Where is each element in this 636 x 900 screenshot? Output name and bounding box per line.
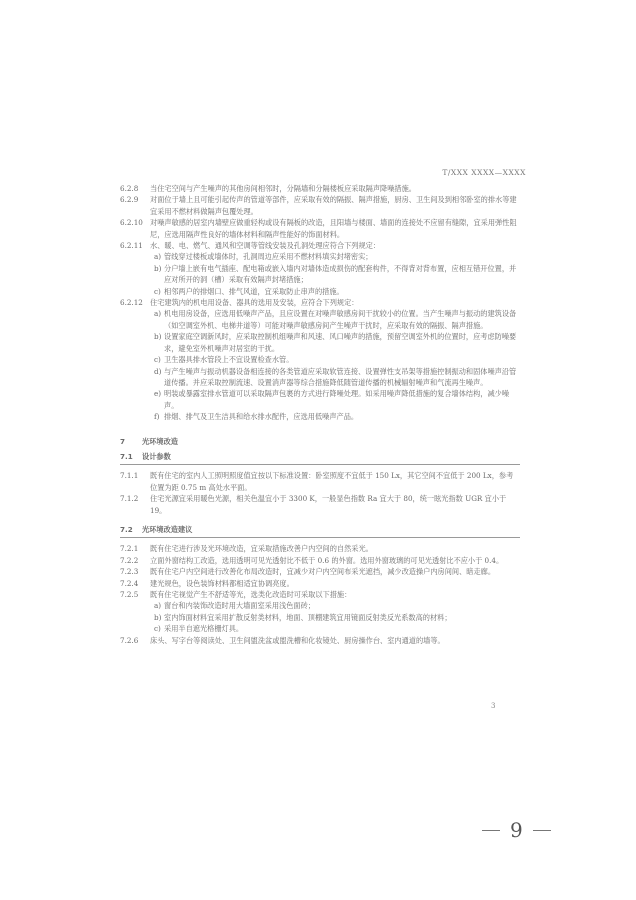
list-item: a) 窗台和内装饰改造时用大墙面室采用浅色面砖；	[154, 601, 315, 611]
document-body	[120, 183, 520, 646]
list-item: c) 相邻两户的排烟口、排气风道，宜采取防止串声的措施。	[154, 286, 344, 296]
list-item: a) 管线穿过楼板或墙体时，孔洞周边应采用不燃材料填实封堵密实；	[154, 252, 373, 262]
page-number-footer	[482, 818, 562, 842]
clause: 6.2.8 当住宅空间与产生噪声的其他房间相邻时，分隔墙和分隔楼板应采取隔声降噪措施。	[120, 184, 416, 193]
dash-left	[482, 830, 500, 831]
clause-7-2-4: 7.2.4 建光规色，设色装饰材料都相适宜协调亮度。	[120, 578, 294, 588]
clause-7-2-5: 7.2.5 既有住宅视觉产生不舒适等光，选类化改造时可采取以下措施：	[120, 590, 352, 599]
subsection-7-1-heading: 7.1 设计参数	[120, 451, 171, 461]
divider	[120, 537, 520, 538]
clause-6-2-12-items	[120, 308, 520, 422]
section-6-clauses	[120, 183, 520, 251]
subsection-7-2-heading: 7.2 光环境改造建议	[120, 524, 193, 534]
clause: 6.2.10 对噪声敏感的居室内墙壁应做重轻构或设有隔板的改造，且阳墙与楼面、墙面的连接处不应留有缝隙，宜采用弹性阻尼，应选用隔声性良好的墙体材料和隔声性能好的饰面材料。	[120, 218, 517, 239]
clause-7-2-3: 7.2.3 既有住宅户内空间进行改善化布局改造时，宜减少对户内空间布采光遮挡，减少改造操户内房间间、暗走廊。	[120, 567, 496, 577]
page-number: 9	[510, 818, 523, 842]
list-item: d) 与产生噪声与振动机器设备相连接的各类管道应采取软管连接、设置弹性支吊架等措施控制振动和固体噪声沿管道传播。并应采取控制流速、设置消声器等综合措施降低随管道传播的机械辐射噪声和气流再生噪声。	[154, 366, 517, 387]
list-item: c) 卫生器具排水管段上不宜设置检查水管。	[154, 355, 294, 365]
section-7-heading: 7 光环境改造	[120, 436, 178, 446]
clause-6-2-12: 6.2.12 住宅建筑内的机电用设备、器具的选用及安装，应符合下列规定：	[120, 298, 359, 308]
inner-page-number: 3	[491, 702, 496, 710]
clause-7-2-1: 7.2.1 既有住宅进行涉及光环境改造，宜采取措施改善户内空间的自然采光。	[120, 544, 373, 554]
clause-7-2-5-items	[120, 600, 520, 634]
list-item: c) 采用半自遮光格栅灯具。	[154, 624, 244, 634]
list-item: b) 室内饰面材料宜采用扩散反射类材料，地面、顶棚建筑宜用镜面反射类反光系数高的材料；	[154, 612, 452, 622]
list-item: a) 机电用房设备，应选用低噪声产品，且应设置在对噪声敏感房间干扰较小的位置。当产生噪声与振动的建筑设备（如空调室外机、电梯井道等）可能对噪声敏感房间产生噪声干扰时，应采取有效的隔振、隔声措施。	[154, 309, 517, 330]
clause-7-2-6: 7.2.6 床头、写字台等阅读处、卫生间盥洗盆或盥洗槽和化妆镜处、厨房操作台、室内通道的墙等。	[120, 635, 445, 645]
list-item: e) 明装或暴露室排水管道可以采取隔声包裹的方式进行降噪处理。如采用噪声降低措施的复合墙体结构，减少噪声。	[154, 389, 510, 410]
clause-6-2-11-items	[120, 251, 520, 297]
clause-7-1-2: 7.1.2 住宅光源宜采用暖色光源，相关色温宜小于 3300 K，一般显色指数 Ra 宜大于 80，统一眩光指数 UGR 宜小于 19。	[120, 494, 507, 515]
list-item: f) 排烟、排气及卫生洁具和给水排水配件，应选用低噪声产品。	[154, 412, 359, 422]
clause-7-2-2: 7.2.2 立面外窗结构工改造，选用透明可见光透射比不低于 0.6 的外窗。选用外窗玻璃的可见光透射比不应小于 0.4。	[120, 555, 504, 565]
clause: 6.2.9 对面位于墙上且可能引起传声的管道等部件，应采取有效的隔振、隔声措施，厨房、卫生间及到相邻卧室的排水等建宜采用不燃材料做隔声包覆处理。	[120, 195, 517, 216]
list-item: b) 设置家庭空调新风时，应采取控制机组噪声和风速、风口噪声的措施，预留空调室外机的位置时，应考虑防噪要求，避免室外机噪声对居室的干扰。	[154, 332, 517, 353]
divider	[120, 464, 520, 465]
dash-right	[533, 830, 551, 831]
standard-code: T/XXX XXXX—XXXX	[442, 168, 526, 177]
clause-7-1-1: 7.1.1 既有住宅的室内人工照明照度值宜按以下标准设置：卧室照度不宜低于 150 Lx，其它空间不宜低于 200 Lx，参考位置为距 0.75 m 高处水平面。	[120, 471, 514, 492]
list-item: b) 分户墙上嵌有电气插座、配电箱或嵌入墙内对墙体造成损伤的配套构件，不得背对背布置，应相互错开位置，并应对所开的洞（槽）采取有效隔声封堵措施；	[154, 263, 517, 285]
clause: 6.2.11 水、暖、电、燃气、通风和空调等管线安装及孔洞处理应符合下列规定：	[120, 241, 381, 251]
